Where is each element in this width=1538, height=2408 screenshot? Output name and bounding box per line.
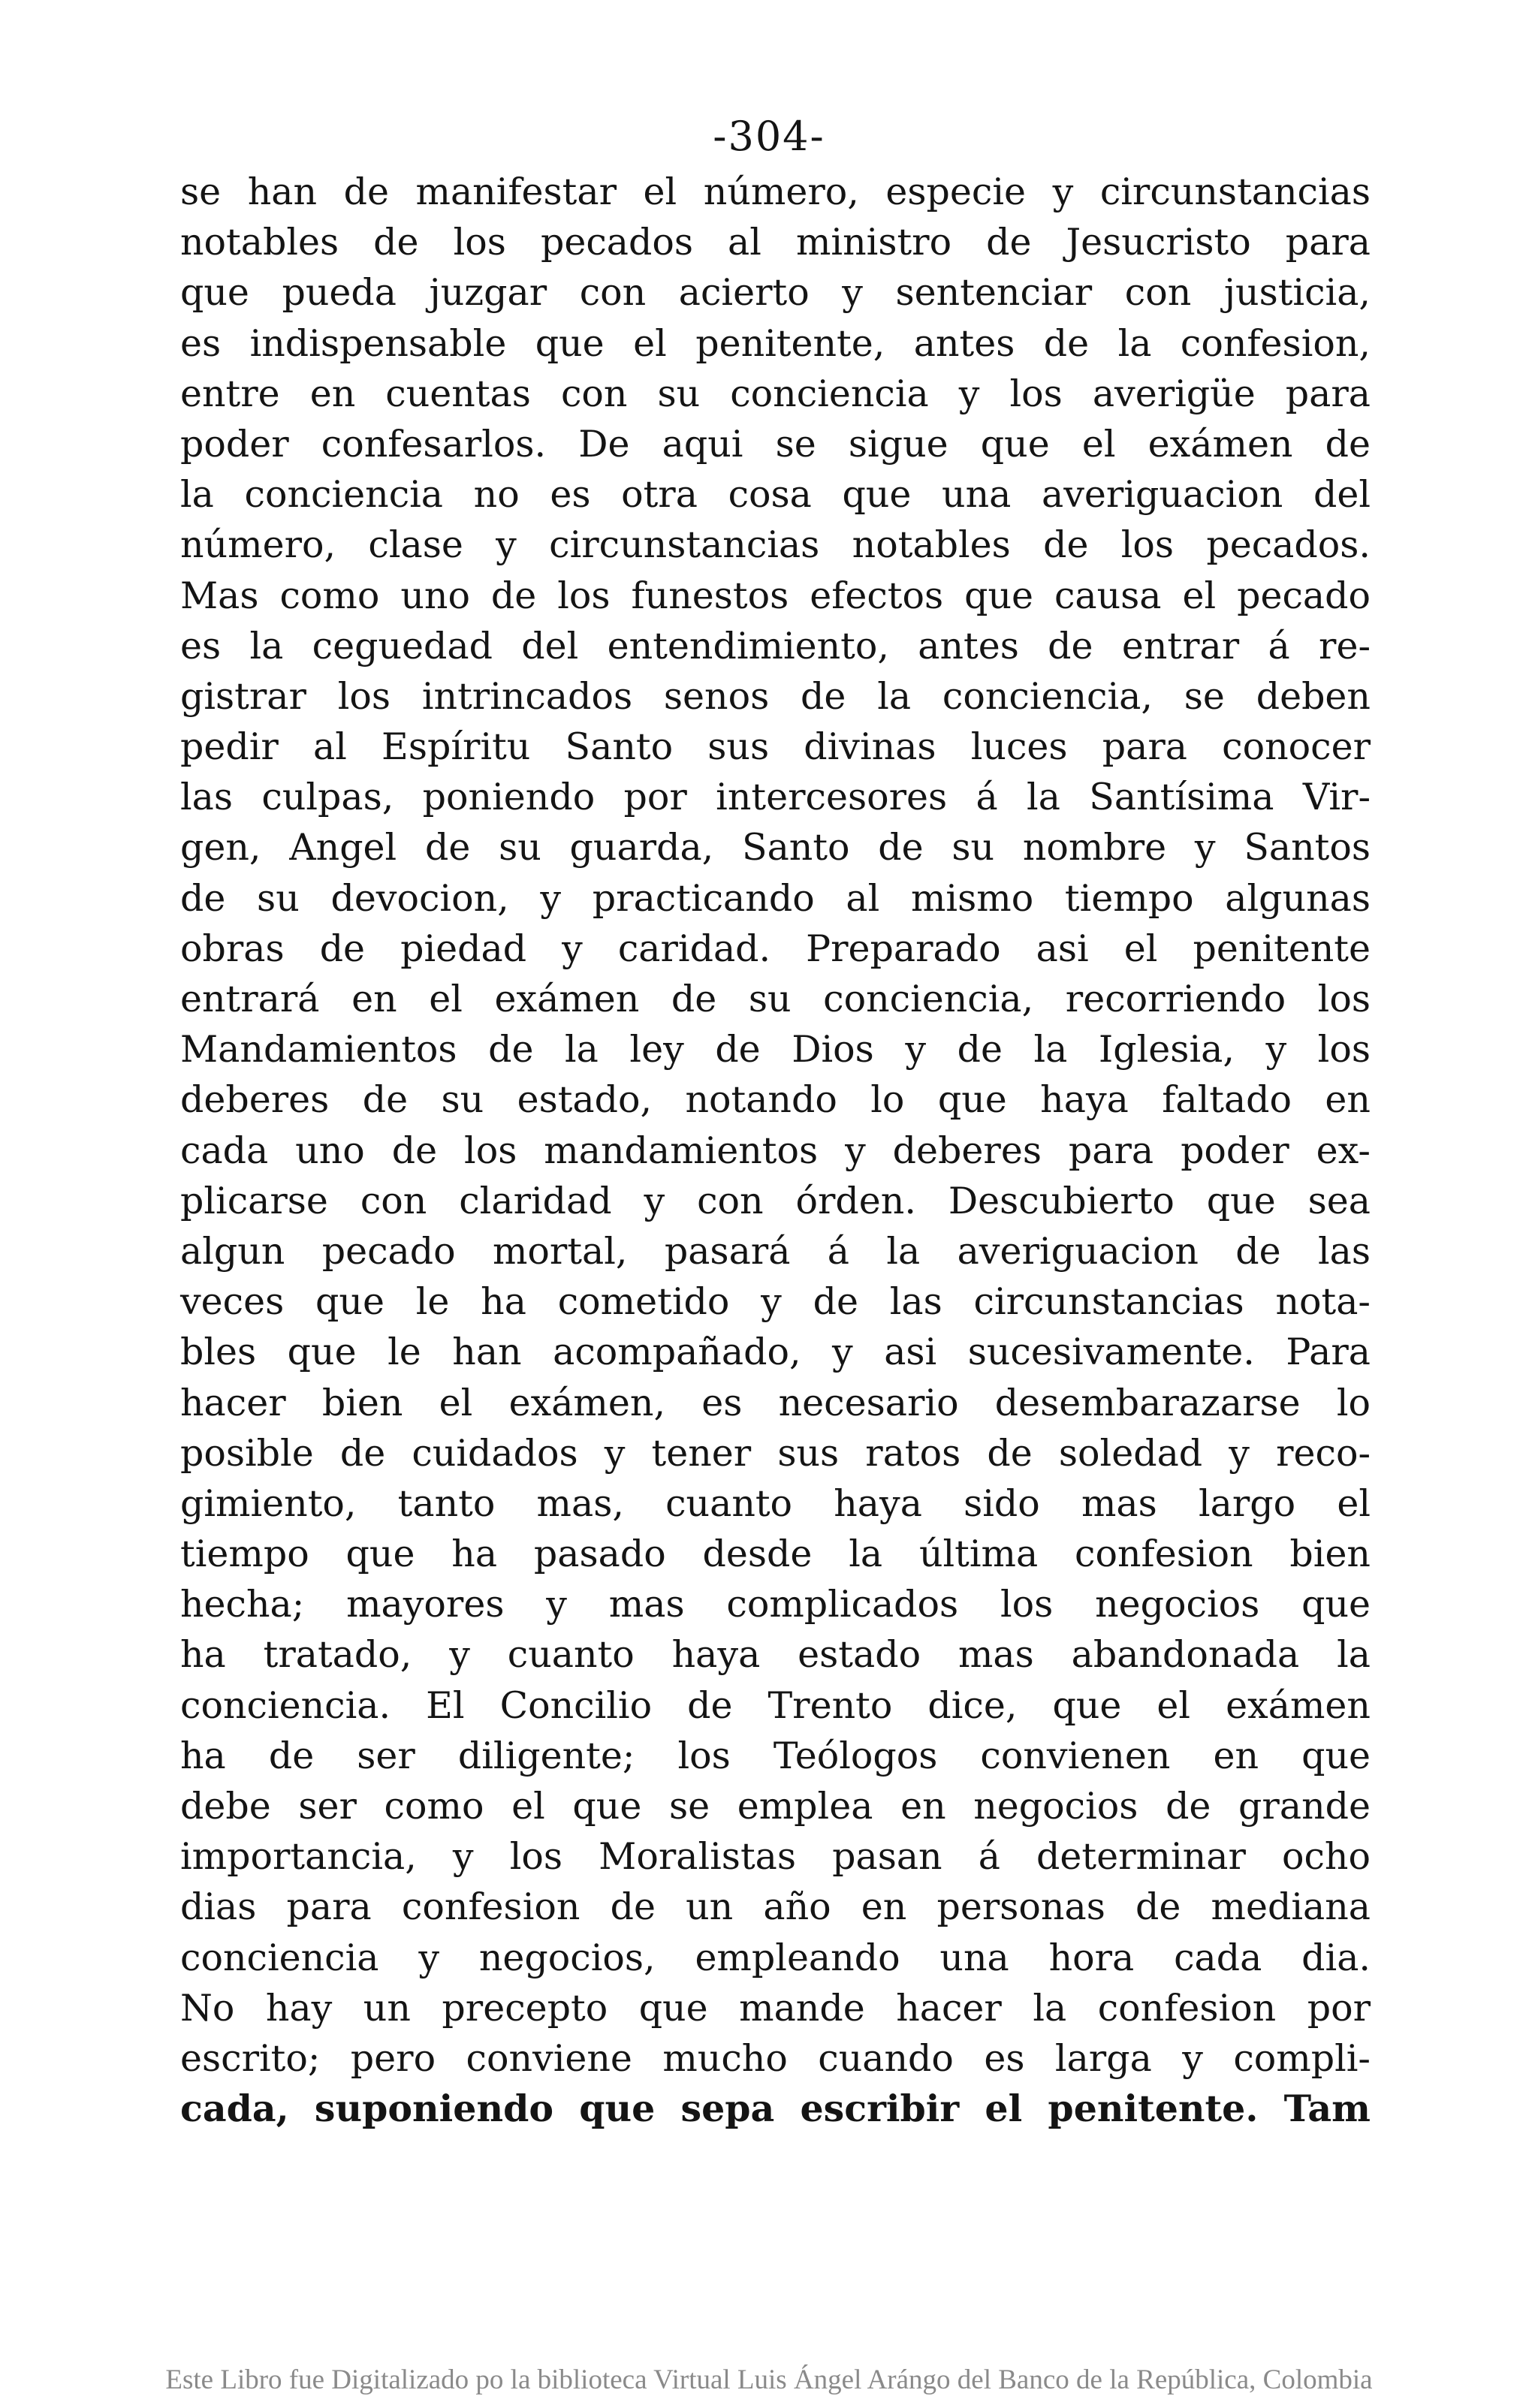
text-line: conciencia y negocios, empleando una hora cada dia. — [180, 1936, 1371, 1979]
text-line: veces que le ha cometido y de las circunstancias nota- — [180, 1280, 1371, 1324]
text-line: la conciencia no es otra cosa que una averiguacion del — [180, 473, 1371, 517]
text-line: las culpas, poniendo por intercesores á la Santísima Vir- — [180, 776, 1371, 819]
body-text — [180, 167, 1371, 2134]
text-line: plicarse con claridad y con órden. Descubierto que sea — [180, 1179, 1371, 1222]
text-line: pedir al Espíritu Santo sus divinas luces para conocer — [180, 725, 1371, 769]
text-line: conciencia. El Concilio de Trento dice, que el exámen — [180, 1683, 1371, 1727]
text-line: obras de piedad y caridad. Preparado asi el penitente — [180, 927, 1371, 970]
text-line: entre en cuentas con su conciencia y los averigüe para — [180, 372, 1371, 415]
text-line: posible de cuidados y tener sus ratos de soledad y reco- — [180, 1431, 1371, 1475]
text-line: ha de ser diligente; los Teólogos convienen en que — [180, 1734, 1371, 1777]
text-line: se han de manifestar el número, especie y circunstancias — [180, 170, 1371, 213]
text-line: hecha; mayores y mas complicados los negocios que — [180, 1583, 1371, 1626]
page-number: -304- — [713, 113, 825, 160]
text-line: debe ser como el que se emplea en negocios de grande — [180, 1785, 1371, 1828]
text-line: gen, Angel de su guarda, Santo de su nombre y Santos — [180, 826, 1371, 869]
text-line: No hay un precepto que mande hacer la confesion por — [180, 1986, 1371, 2030]
text-line: tiempo que ha pasado desde la última confesion bien — [180, 1533, 1371, 1576]
text-line: algun pecado mortal, pasará á la averiguacion de las — [180, 1229, 1371, 1273]
text-line: poder confesarlos. De aqui se sigue que el exámen de — [180, 422, 1371, 466]
text-line: cada, suponiendo que sepa escribir el penitente. Tam — [180, 2087, 1371, 2131]
text-line: Mas como uno de los funestos efectos que causa el pecado — [180, 574, 1371, 617]
text-line: Mandamientos de la ley de Dios y de la Iglesia, y los — [180, 1028, 1371, 1071]
text-line: hacer bien el exámen, es necesario desembarazarse lo — [180, 1381, 1371, 1424]
text-line: ha tratado, y cuanto haya estado mas abandonada la — [180, 1633, 1371, 1677]
text-line: es la ceguedad del entendimiento, antes de entrar á re- — [180, 624, 1371, 668]
text-line: cada uno de los mandamientos y deberes para poder ex- — [180, 1129, 1371, 1172]
text-line: entrará en el exámen de su conciencia, recorriendo los — [180, 978, 1371, 1020]
digitization-footer: Este Libro fue Digitalizado po la biblioteca Virtual Luis Ángel Arángo del Banco de la República, Colombia — [165, 2364, 1373, 2395]
text-line: número, clase y circunstancias notables de los pecados. — [180, 523, 1371, 567]
text-line: notables de los pecados al ministro de Jesucristo para — [180, 221, 1371, 264]
text-line: deberes de su estado, notando lo que haya faltado en — [180, 1078, 1371, 1122]
text-line: bles que le han acompañado, y asi sucesivamente. Para — [180, 1331, 1371, 1374]
text-line: escrito; pero conviene mucho cuando es larga y compli- — [180, 2036, 1371, 2080]
text-line: gistrar los intrincados senos de la conciencia, se deben — [180, 674, 1371, 718]
text-line: importancia, y los Moralistas pasan á determinar ocho — [180, 1835, 1371, 1879]
text-line: dias para confesion de un año en personas de mediana — [180, 1885, 1371, 1929]
text-line: es indispensable que el penitente, antes de la confesion, — [180, 321, 1371, 365]
text-line: que pueda juzgar con acierto y sentenciar con justicia, — [180, 271, 1371, 315]
text-line: de su devocion, y practicando al mismo tiempo algunas — [180, 876, 1371, 920]
text-line: gimiento, tanto mas, cuanto haya sido mas largo el — [180, 1481, 1371, 1525]
